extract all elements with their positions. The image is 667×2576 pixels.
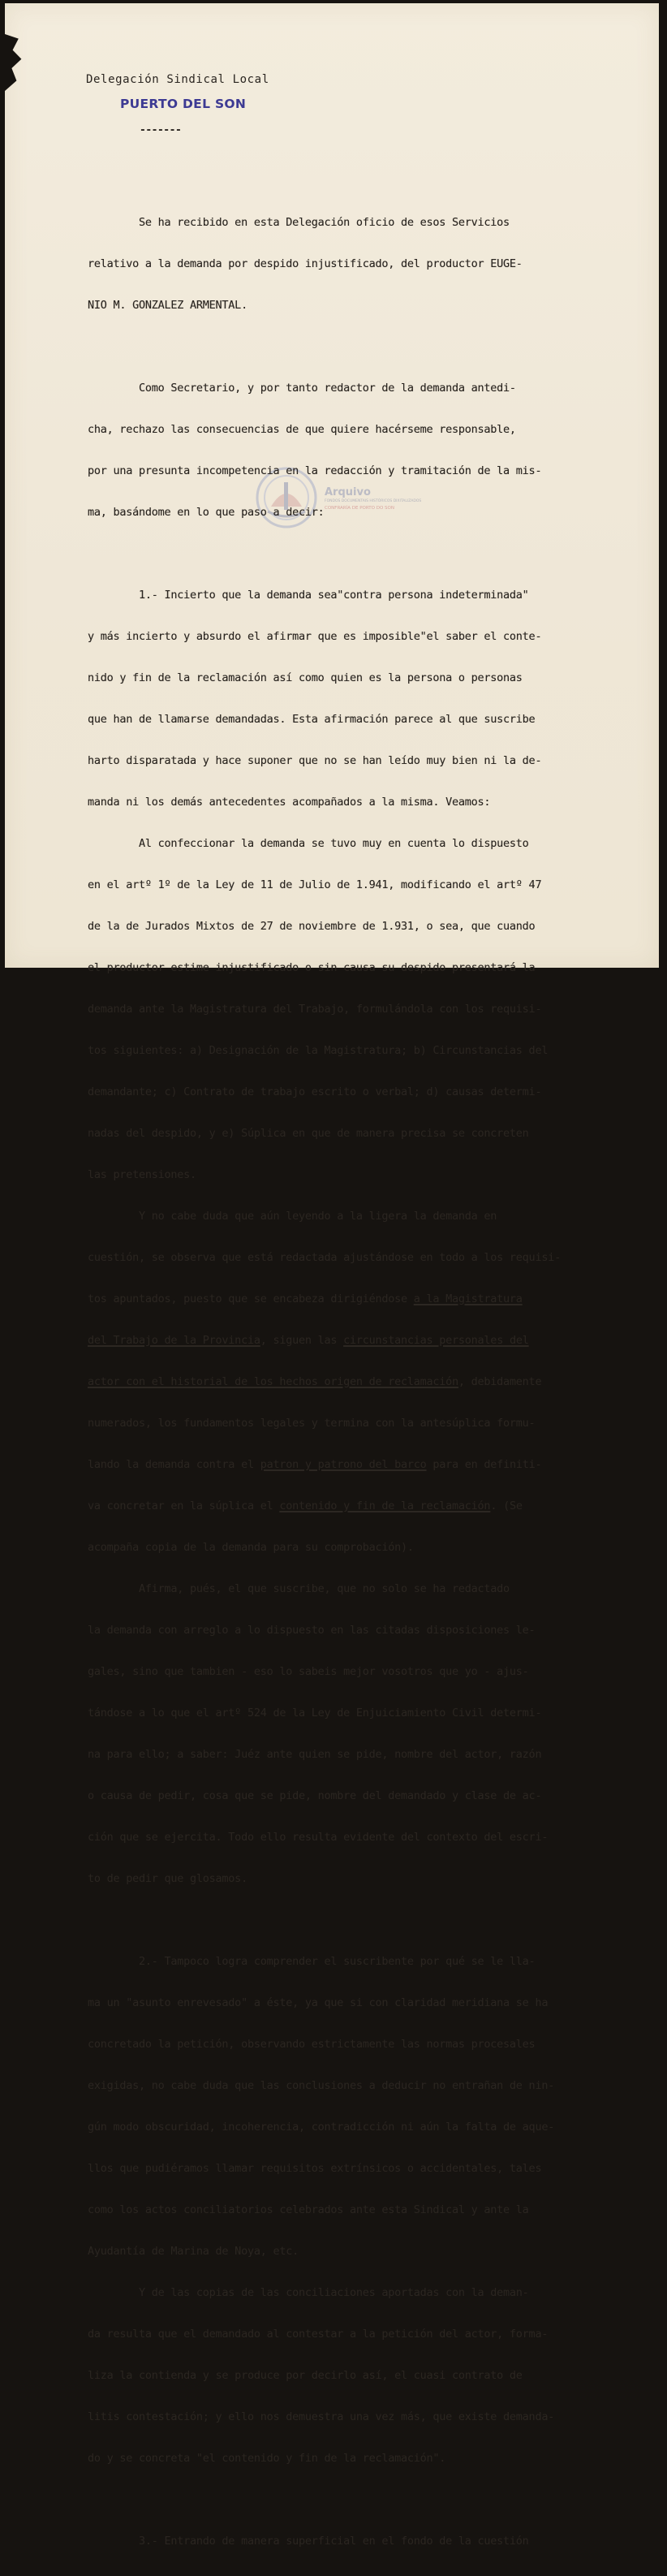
text-line: gún modo obscuridad, incoherencia, contradicción ni aún la falta de aque- [88,2121,555,2134]
text-run: lando la demanda contra el [88,1458,260,1471]
text-line: numerados, los fundamentos legales y termina con la antesúplica formu- [88,1417,536,1430]
text-line: exigidas, no cabe duda que las conclusiones a deducir no entrañan de nin- [88,2079,555,2092]
text-line [88,1499,656,1513]
text-line: las pretensiones. [88,1168,196,1181]
text-run: , debidamente [458,1375,542,1388]
text-line: ma un "asunto enrevesado" a éste, ya que si con claridad meridiana se ha [88,1996,549,2009]
text-line: Ayudantía de Marina de Noya, etc. [88,2245,299,2258]
text-line: Al confeccionar la demanda se tuvo muy en cuenta lo dispuesto [88,837,529,850]
text-line: to de pedir que glosamos. [88,1872,247,1885]
text-line [88,1458,656,1472]
puerto-del-son-stamp: PUERTO DEL SON [120,97,247,111]
text-line: el productor estime injustificado o sin causa su despido presentará la [88,961,536,974]
underlined-text: circunstancias personales del [343,1334,529,1347]
text-line: acompaña copia de la demanda para su comprobación). [88,1541,414,1554]
underlined-text: del Trabajo de la Provincia [88,1334,260,1347]
text-line [88,1292,656,1306]
text-line: Y no cabe duda que aún leyendo a la ligera la demanda en [88,1210,497,1223]
underlined-text: actor con el historial de los hechos origen de reclamación [88,1375,458,1388]
text-line: por una presunta incompetencia en la redacción y tramitación de la mis- [88,464,542,477]
text-line: nadas del despido, y e) Súplica en que de manera precisa se concreten [88,1127,529,1140]
text-line: demanda ante la Magistratura del Trabajo, formulándola con los requisi- [88,1003,542,1016]
text-line: cha, rechazo las consecuencias de que quiere hacérseme responsable, [88,423,516,436]
text-run: . (Se [490,1499,523,1512]
text-line: ma, basándome en lo que paso a decir: [88,506,325,519]
text-line [88,1914,656,1927]
watermark-title: Arquivo [325,486,371,498]
text-line [88,2493,656,2507]
text-line: Y de las copias de las conciliaciones aportadas con la deman- [88,2286,529,2299]
text-run: va concretar en la súplica el [88,1499,280,1512]
text-line: y más incierto y absurdo el afirmar que es imposible"el saber el conte- [88,630,542,643]
text-line: de la de Jurados Mixtos de 27 de noviembre de 1.931, o sea, que cuando [88,920,536,933]
text-line [88,1375,656,1389]
text-line: manda ni los demás antecedentes acompañados a la misma. Veamos: [88,796,491,809]
text-line: relativo a la demanda por despido injustificado, del productor EUGE- [88,257,523,270]
text-line: Como Secretario, y por tanto redactor de la demanda antedi- [88,382,516,395]
text-line: que han de llamarse demandadas. Esta afirmación parece al que suscribe [88,713,536,726]
underlined-text: patron y patrono del barco [260,1458,427,1471]
text-line: gales, sino que tambien - eso lo sabeis mejor vosotros que yo - ajus- [88,1665,529,1678]
text-run: para en definiti- [426,1458,542,1471]
text-run: , siguen las [260,1334,344,1347]
text-line: cuestión, se observa que está redactada ajustándose en todo a los requisi- [88,1251,561,1264]
text-line: 3.- Entrando de manera superficial en el fondo de la cuestión [88,2535,529,2548]
text-line: 2.- Tampoco logra comprender el suscribente por qué se le lla- [88,1955,536,1968]
text-line: litis contestación; y ello nos demuestra una vez más, que existe demanda- [88,2410,555,2423]
text-line: como los actos conciliatorios celebrados ante esta Sindical y ante la [88,2203,529,2216]
text-line: o causa de pedir, cosa que se pide, nombre del demandado y clase de ac- [88,1789,542,1802]
text-line: la demanda con arreglo a lo dispuesto en las citadas disposiciones le- [88,1624,536,1637]
text-line: demandante; c) Contrato de trabajo escrito o verbal; d) causas determi- [88,1085,542,1098]
text-line [88,547,656,561]
text-line: ción que se ejercita. Todo ello resulta evidente del contexto del escri- [88,1831,549,1844]
text-line [88,340,656,354]
text-line: Se ha recibido en esta Delegación oficio de esos Servicios [88,216,510,229]
text-line: concretado la petición, observando estrictamente las normas procesales [88,2038,536,2051]
underlined-text: contenido y fin de la reclamación [279,1499,491,1512]
text-line: nido y fin de la reclamación así como quien es la persona o personas [88,671,523,684]
text-line: Afirma, pués, el que suscribe, que no solo se ha redactado [88,1582,510,1595]
underlined-text: a la Magistratura [413,1292,523,1305]
text-run: tos apuntados, puesto que se encabeza dirigiéndose [88,1292,414,1305]
watermark-line-1: FONDOS DOCUMENTAIS HISTÓRICOS DIXITALIZADOS [325,499,422,503]
text-line: da resulta que el demandado al contestar a la petición del actor, forma- [88,2328,549,2341]
text-line: llos que pudiéramos llamar requisitos extrínsicos o accidentales, tales [88,2162,542,2175]
text-line: tos siguientes: a) Designación de la Magistratura; b) Circunstancias del [88,1044,549,1057]
text-line [88,1334,656,1348]
text-line: tándose a lo que el artº 524 de la Ley de Enjuiciamiento Civil determi- [88,1707,542,1719]
text-line: na para ello; a saber: Juéz ante quien se pide, nombre del actor, razón [88,1748,542,1761]
watermark-line-2: CONFRARÍA DE PORTO DO SON [325,506,394,511]
heading-rule: ------- [140,124,182,136]
delegation-heading: Delegación Sindical Local [86,73,269,86]
text-line: en el artº 1º de la Ley de 11 de Julio de 1.941, modificando el artº 47 [88,878,542,891]
letter-body [88,188,656,2576]
text-line: NIO M. GONZALEZ ARMENTAL. [88,299,247,312]
text-line: harto disparatada y hace suponer que no se han leído muy bien ni la de- [88,754,542,767]
text-line: 1.- Incierto que la demanda sea"contra persona indeterminada" [88,589,529,602]
text-line: liza la contienda y se produce por decirlo así, el cuasi contrato de [88,2369,523,2382]
text-line: do y se concreta "el contenido y fin de la reclamación". [88,2452,446,2465]
